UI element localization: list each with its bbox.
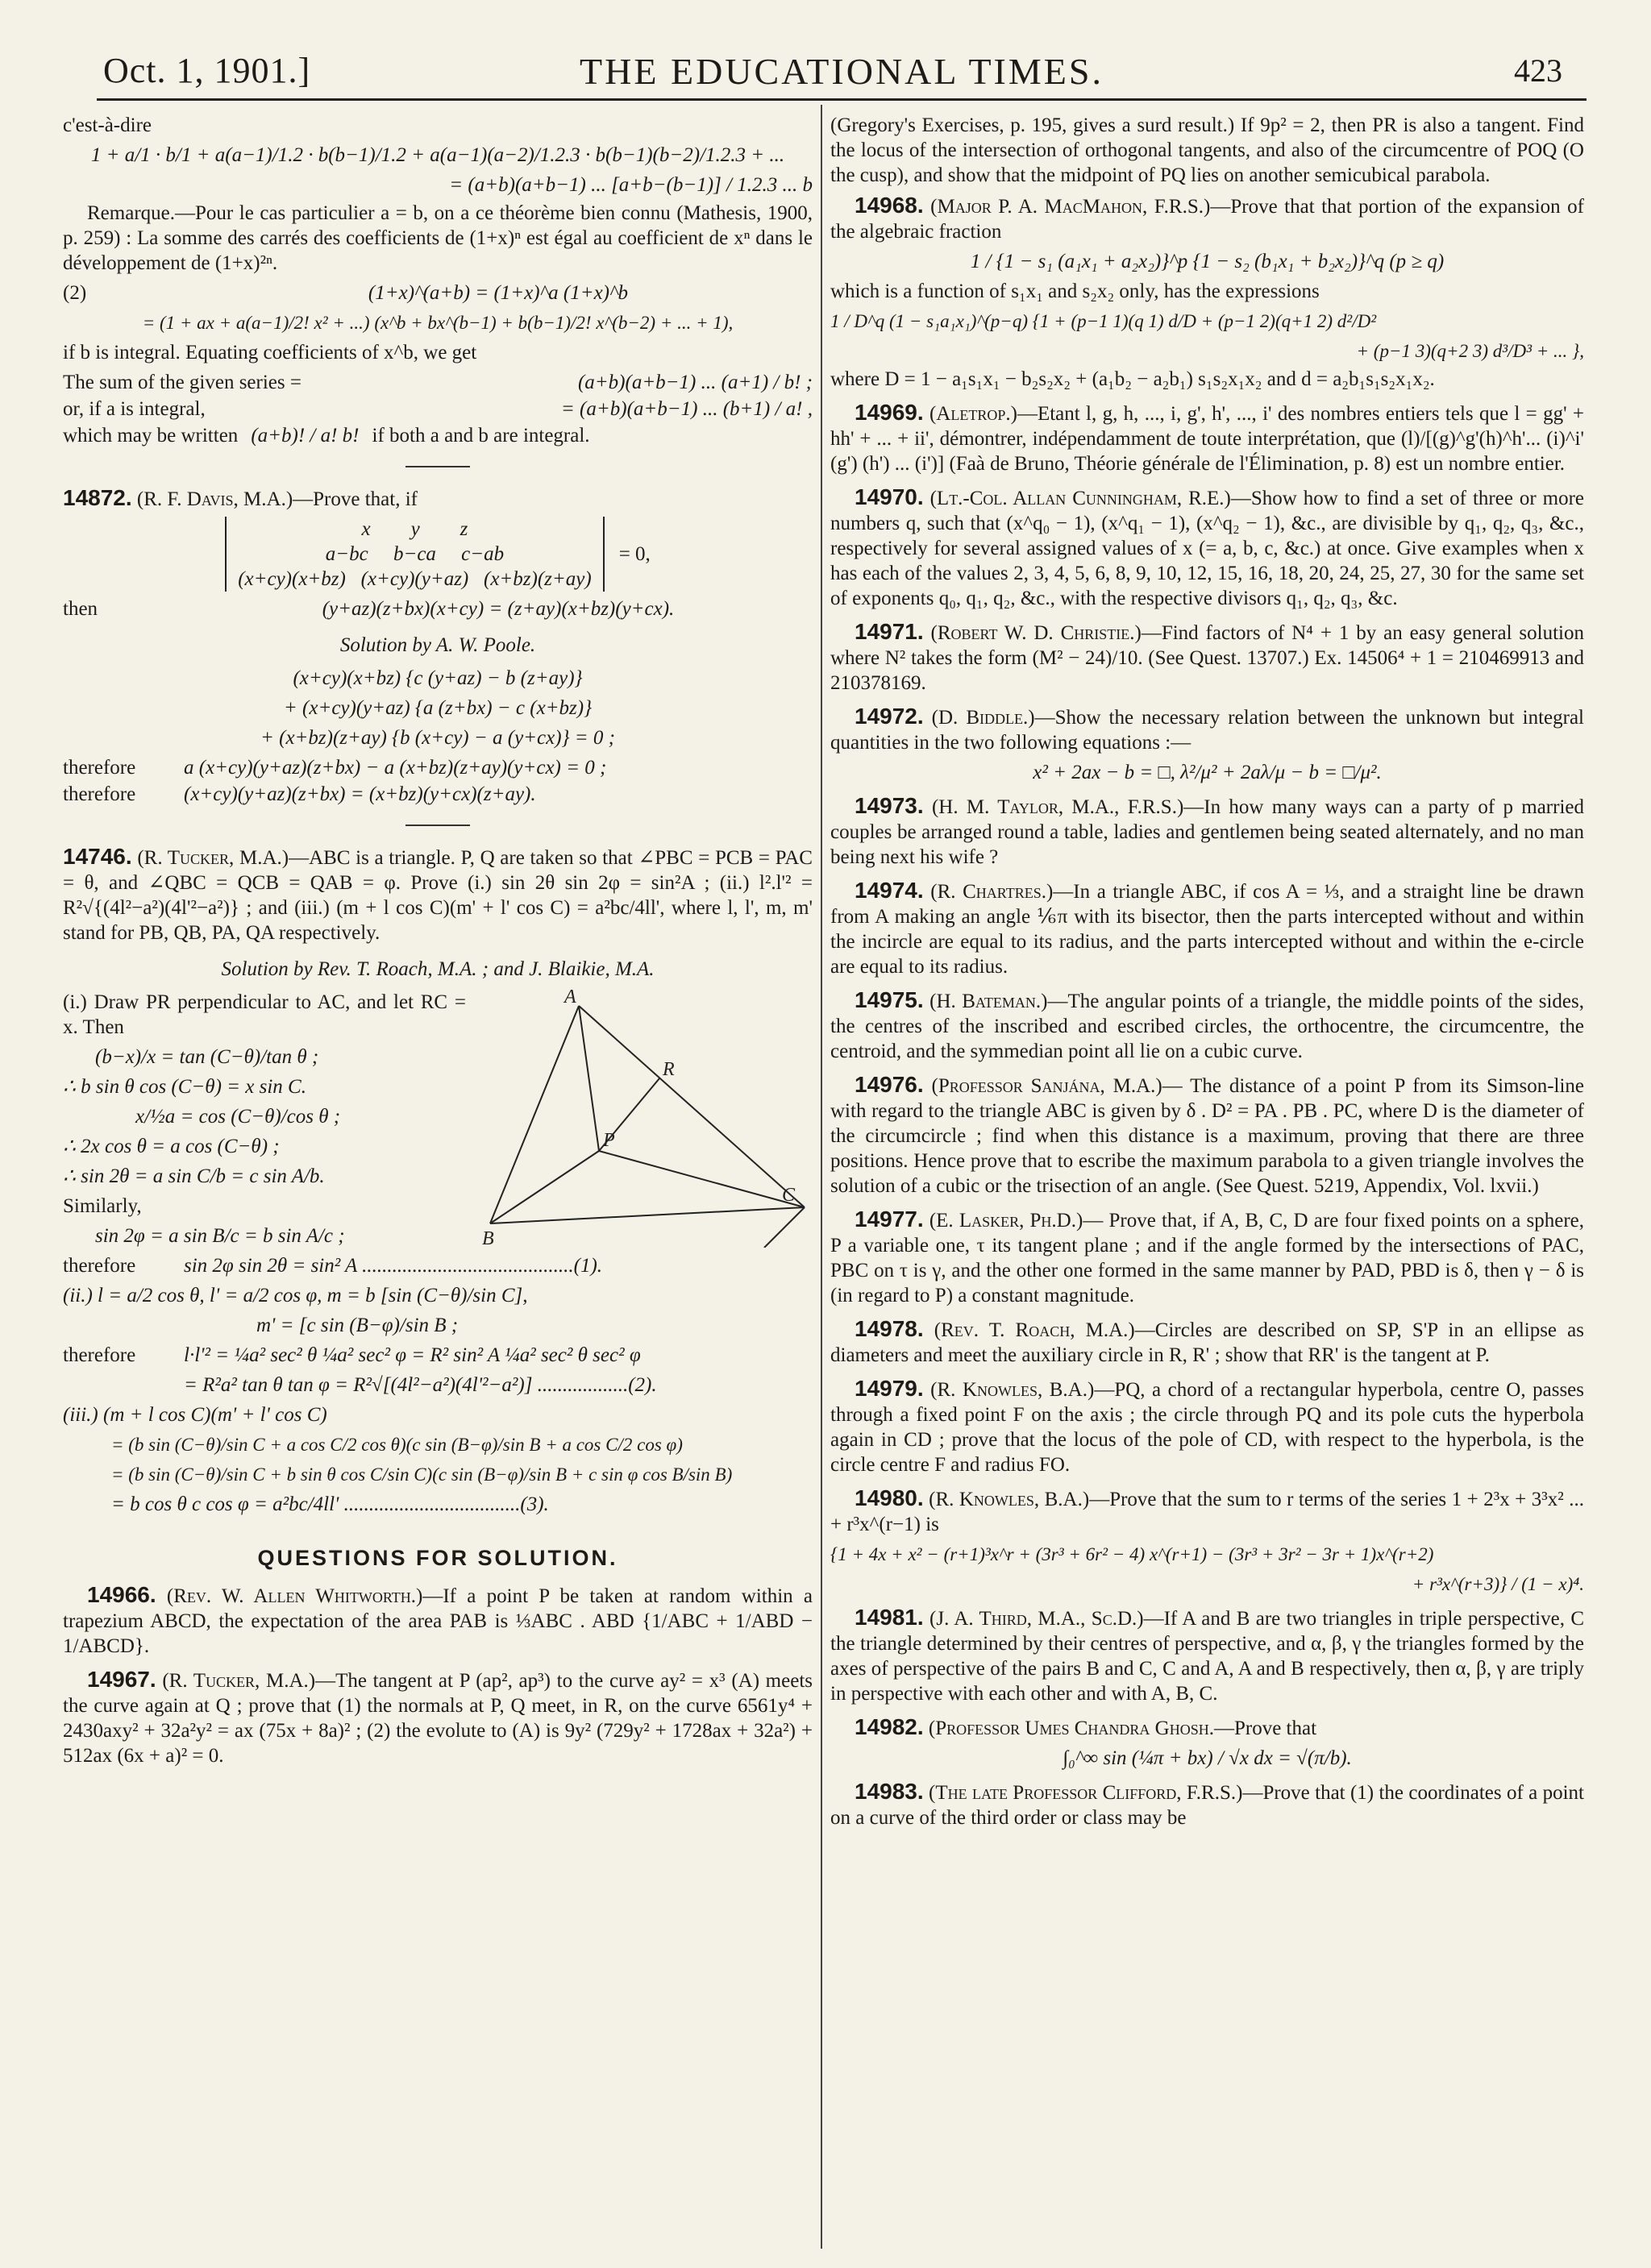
eq-2-row	[63, 280, 813, 305]
question-14971	[830, 619, 1584, 696]
question-author: (J. A. Third, M.A., Sc.D.)	[929, 1608, 1144, 1630]
question-text: —The tangent at P (ap², ap³) to the curve ay² = x³ (A) meets the curve again at Q ; prove that (1) the normals at P, Q meet, in R, on the curve 6561y⁴ + 2430axy² + 32a²y² = ax (75x + 8a)² ; (2) the evolute to (A) is 9y² (729y² + 1728ax + 32a²) + 512ax (6x + a)² = 0.	[63, 1670, 813, 1767]
det-row: (x+cy)(x+bz) (x+cy)(y+az) (x+bz)(z+ay)	[238, 568, 592, 590]
question-number: 14980.	[855, 1485, 924, 1510]
question-number: 14972.	[855, 704, 924, 729]
label-C: C	[782, 1185, 796, 1206]
side-AB	[490, 1006, 579, 1223]
question-14982	[830, 1714, 1584, 1771]
det-equals: = 0,	[618, 543, 651, 565]
question-author: (E. Lasker, Ph.D.)	[929, 1210, 1083, 1232]
extension-C	[764, 1207, 805, 1248]
or-eq: = (a+b)(a+b−1) ... (b+1) / a! ,	[560, 398, 813, 420]
question-number: 14968.	[855, 193, 924, 218]
question-number: 14966.	[87, 1582, 156, 1607]
question-number: 14970.	[855, 484, 924, 509]
question-text: —If a point P be taken at random within a trapezium ABCD, the expectation of the area PAB is ⅓ABC . ABD {1/ABC + 1/ABD − 1/ABCD}.	[63, 1585, 813, 1657]
det-row: x y z	[361, 518, 468, 540]
intro-text: c'est-à-dire	[63, 114, 152, 136]
then-row	[63, 596, 813, 621]
question-author: (R. Tucker, M.A.)	[162, 1670, 316, 1692]
question-text: — Prove that, if A, B, C, D are four fixed points on a sphere, P a variable one, τ its tangent plane ; and if the angle formed by the intersections of PAC, PBC on τ is γ, and the other one formed in the same manner by PAD, PBD is δ, then γ − δ is (in regard to P) a constant magnitude.	[830, 1210, 1585, 1306]
question-text: —Circles are described on SP, S'P in an ellipse as diameters and meet the auxiliary circle in R, R' ; show that RR' is the tangent at P.	[830, 1319, 1585, 1366]
question-text: —If A and B are two triangles in triple perspective, C the triangle determined by their centres of perspective, and α, β, γ the triangles formed by the axes of perspective of the pairs B and C, C and A, A and B respectively, then α, β, γ are triply in perspective with each other and with A, B, C.	[830, 1608, 1585, 1705]
written-eq: (a+b)! / a! b!	[251, 425, 360, 447]
label-R: R	[663, 1059, 675, 1080]
question-author: (H. Bateman.)	[929, 991, 1048, 1012]
label-A: A	[564, 990, 576, 1007]
then-eq: (y+az)(z+bx)(x+cy) = (z+ay)(x+bz)(y+cx).	[322, 598, 675, 620]
therefore-row	[63, 1253, 813, 1278]
eq-2: (1+x)^(a+b) = (1+x)^a (1+x)^b	[368, 282, 629, 304]
sum-label: The sum of the given series =	[63, 372, 302, 393]
question-author: (R. Knowles, B.A.)	[930, 1379, 1095, 1401]
label-B: B	[482, 1228, 494, 1248]
question-number: 14976.	[855, 1072, 924, 1097]
written-row	[63, 423, 813, 448]
question-14978	[830, 1316, 1584, 1368]
question-14977	[830, 1207, 1584, 1308]
written-tail: if both a and b are integral.	[372, 425, 590, 447]
solution-line: + (x+bz)(z+ay) {b (x+cy) − a (y+cx)} = 0 ;	[260, 727, 615, 749]
question-number: 14975.	[855, 987, 924, 1012]
solution-line: (i.) Draw PR perpendicular to AC, and let RC = x. Then	[63, 991, 466, 1038]
question-author: (R. Tucker, M.A.)	[137, 847, 289, 869]
question-14979	[830, 1376, 1584, 1477]
question-author: (Rev. T. Roach, M.A.)	[934, 1319, 1135, 1341]
question-text: — The distance of a point P from its Simson-line with regard to the triangle ABC is given by δ . D² = PA . PB . PC, where D is the diameter of the circumcircle ; find when this distance is a maximum, proving that there are three positions. Hence prove that to escribe the maximum parabola to a given triangle involves the solution of a cubic or the trisection of an angle. (See Quest. 5219, Appendix, Vol. lxvii.)	[830, 1075, 1585, 1197]
question-author: (Aletrop.)	[929, 403, 1017, 425]
therefore-row	[63, 1343, 813, 1368]
sum-eq: (a+b)(a+b−1) ... (a+1) / b! ;	[577, 372, 813, 393]
solution-line: Similarly,	[63, 1195, 142, 1217]
question-author: (Professor Sanjána, M.A.)	[931, 1075, 1162, 1097]
fraction-eq: 1 / {1 − s₁ (a₁x₁ + a₂x₂)}^p {1 − s₂ (b₁x₁ + b₂x₂)}^q (p ≥ q)	[970, 251, 1445, 272]
question-number: 14967.	[87, 1667, 156, 1692]
question-number: 14981.	[855, 1605, 924, 1630]
question-author: (Lt.-Col. Allan Cunningham, R.E.)	[929, 488, 1231, 509]
question-text: —ABC is a triangle. P, Q are taken so that ∠PBC = PCB = PAC = θ, and ∠QBC = QCB = QAB = φ. Prove (i.) sin 2θ sin 2φ = sin²A ; (ii.) l².l'² = R²√{(4l²−a²)(4l'²−a²)} ; and (iii.) (m + l cos C)(m' + l' cos C) = a²bc/4ll', where l, l', m, m' stand for PB, QB, PA, QA respectively.	[63, 847, 813, 944]
question-author: (Rev. W. Allen Whitworth.)	[166, 1585, 423, 1607]
solution-line: m' = [c sin (B−φ)/sin B ;	[256, 1315, 459, 1336]
question-text: —The angular points of a triangle, the middle points of the sides, the centres of the inscribed and escribed circles, the orthocentre, the circumcentre, the centroid, and the symmedian point all lie on a cubic curve.	[830, 991, 1584, 1062]
solution-line: (x+cy)(x+bz) {c (y+az) − b (z+ay)}	[293, 667, 583, 689]
or-row	[63, 397, 813, 422]
question-text: —Etant l, g, h, ..., i, g', h', ..., i' des nombres entiers tels que l = gg' + hh' + ... + ii', démontrer, indépendamment de toute interprétation, que (l)/[(g)^g'(h)^h'... (i)^i' (g') (h') ... (i')] (Faà de Bruno, Théorie générale de l'Élimination, p. 8) est un nombre entier.	[830, 403, 1585, 475]
solution-line: (ii.) l = a/2 cos θ, l' = a/2 cos φ, m = b [sin (C−θ)/sin C],	[63, 1285, 528, 1306]
issue-date: Oct. 1, 1901.]	[103, 51, 311, 90]
question-text: —Find factors of N⁴ + 1 by an easy general solution where N² takes the form (M² − 24)/10. (See Quest. 13707.) Ex. 14506⁴ + 1 = 210469913 and 210378169.	[830, 622, 1584, 694]
question-number: 14978.	[855, 1316, 924, 1341]
expression-eq: + (p−1 3)(q+2 3) d³/D³ + ... },	[1356, 341, 1584, 361]
label-P: P	[603, 1130, 615, 1151]
triangle-figure	[474, 990, 813, 1248]
written-label: which may be written	[63, 425, 239, 447]
question-text: —PQ, a chord of a rectangular hyperbola, centre O, passes through a fixed point F on the axis ; the circle through PQ and its pole cuts the hyperbola again in CD ; prove that the locus of the pole of CD, with respect to the hyperbola, is the circle centre F and radius FO.	[830, 1379, 1585, 1476]
continued-text: (Gregory's Exercises, p. 195, gives a surd result.) If 9p² = 2, then PR is also a tangent. Find the locus of the intersection of orthogonal tangents, and also of the circumcentre of POQ (O the cusp), and show that the midpoint of PQ lies on another semicubical parabola.	[830, 114, 1584, 186]
eq-2-label: (2)	[63, 282, 87, 304]
solution-heading: Solution by Rev. T. Roach, M.A. ; and J. Blaikie, M.A.	[221, 958, 655, 980]
question-author: (Major P. A. MacMahon, F.R.S.)	[930, 196, 1211, 218]
section-heading: QUESTIONS FOR SOLUTION.	[257, 1546, 618, 1570]
question-number: 14982.	[855, 1714, 924, 1739]
solution-line: (iii.) (m + l cos C)(m' + l' cos C)	[63, 1404, 327, 1426]
question-text: —Show the necessary relation between the unknown but integral quantities in the two following equations :—	[830, 707, 1584, 754]
solution-line: (b−x)/x = tan (C−θ)/tan θ ;	[95, 1046, 319, 1068]
page-header	[97, 50, 1587, 101]
question-number: 14983.	[855, 1779, 924, 1804]
line-AP	[579, 1006, 599, 1151]
question-14967	[63, 1667, 813, 1768]
where-text: where D = 1 − a₁s₁x₁ − b₂s₂x₂ + (a₁b₂ − a₂b₁) s₁s₂x₁x₂ and d = a₂b₁s₁s₂x₁x₂.	[830, 368, 1435, 390]
question-14976	[830, 1072, 1584, 1198]
left-column	[63, 113, 813, 1776]
question-text: —Prove that, if	[293, 488, 418, 510]
question-14973	[830, 793, 1584, 870]
question-number: 14971.	[855, 619, 924, 644]
series-result: = (a+b)(a+b−1) ... [a+b−(b−1)] / 1.2.3 ... b	[449, 174, 813, 196]
column-divider	[821, 105, 822, 2249]
question-text: —Prove that	[1213, 1718, 1317, 1739]
sum-row	[63, 370, 813, 395]
line-BP	[490, 1151, 599, 1223]
determinant	[63, 517, 813, 592]
equation: x² + 2ax − b = □, λ²/μ² + 2aλ/μ − b = □/μ².	[1033, 762, 1382, 783]
question-author: (D. Biddle.)	[931, 707, 1035, 729]
question-number: 14979.	[855, 1376, 924, 1401]
determinant-body	[225, 517, 605, 592]
page-number: 423	[1514, 52, 1562, 89]
remark: Remarque.—Pour le cas particulier a = b, on a ce théorème bien connu (Mathesis, 1900, p. 259) : La somme des carrés des coefficients de (1+x)ⁿ est égal au coefficient de xⁿ dans le développement de (1+x)²ⁿ.	[63, 202, 813, 274]
det-row: a−bc b−ca c−ab	[325, 543, 505, 565]
solution-line: = R²a² tan θ tan φ = R²√[(4l²−a²)(4l'²−a²)] ..................(2).	[184, 1374, 657, 1396]
question-14972	[830, 704, 1584, 785]
question-author: (Professor Umes Chandra Ghosh.	[928, 1718, 1214, 1739]
question-14970	[830, 484, 1584, 611]
question-text: —In a triangle ABC, if cos A = ⅓, and a straight line be drawn from A making an angle ⅙π with its bisector, then the parts intercepted without and within the incircle are equal to its radius, and the parts intercepted without and within the e-circle are equal to its radius.	[830, 881, 1585, 978]
side-BC	[490, 1207, 805, 1223]
therefore-label: therefore	[63, 1255, 136, 1277]
question-author: (R. Chartres.)	[930, 881, 1054, 903]
therefore-row	[63, 782, 813, 807]
question-number: 14969.	[855, 400, 924, 425]
solution-line: = (b sin (C−θ)/sin C + b sin θ cos C/sin C)(c sin (B−φ)/sin B + c sin φ cos B/sin B)	[111, 1464, 733, 1485]
question-text: which is a function of s₁x₁ and s₂x₂ only, has the expressions	[830, 280, 1320, 302]
solution-line: sin 2φ sin 2θ = sin² A ..........................................(1).	[184, 1255, 603, 1277]
integral-text: if b is integral. Equating coefficients of x^b, we get	[63, 342, 477, 363]
question-number: 14872.	[63, 485, 132, 510]
sum-equation: + r³x^(r+3)} / (1 − x)⁴.	[1412, 1574, 1584, 1594]
question-text: —Prove that that portion of the expansion of the algebraic fraction	[830, 196, 1585, 243]
expansion-eq: = (1 + ax + a(a−1)/2! x² + ...) (x^b + bx^(b−1) + b(b−1)/2! x^(b−2) + ... + 1),	[142, 313, 734, 333]
question-number: 14974.	[855, 878, 924, 903]
sum-equation: {1 + 4x + x² − (r+1)³x^r + (3r³ + 6r² − 4) x^(r+1) − (3r³ + 3r² − 3r + 1)x^(r+2)	[830, 1544, 1434, 1564]
question-14966	[63, 1582, 813, 1659]
solution-line: ∴ sin 2θ = a sin C/b = c sin A/b.	[63, 1165, 325, 1187]
question-text: —Prove that the sum to r terms of the series 1 + 2³x + 3³x² ... + r³x^(r−1) is	[830, 1489, 1584, 1535]
question-14980	[830, 1485, 1584, 1597]
solution-line: + (x+cy)(y+az) {a (z+bx) − c (x+bz)}	[283, 697, 593, 719]
then-label: then	[63, 598, 98, 620]
solution-line: ∴ b sin θ cos (C−θ) = x sin C.	[63, 1076, 306, 1098]
question-14969	[830, 400, 1584, 476]
question-text: —Prove that (1) the coordinates of a point on a curve of the third order or class may be	[830, 1782, 1585, 1829]
separator	[405, 825, 470, 826]
question-14746	[63, 844, 813, 1517]
right-column	[830, 113, 1584, 1838]
solution-heading: Solution by A. W. Poole.	[339, 634, 536, 656]
question-14872	[63, 485, 813, 807]
therefore-label: therefore	[63, 757, 136, 779]
question-author: (R. F. Davis, M.A.)	[136, 488, 293, 510]
therefore-label: therefore	[63, 783, 136, 805]
question-author: (Robert W. D. Christie.)	[930, 622, 1142, 644]
separator	[405, 466, 470, 467]
or-label: or, if a is integral,	[63, 398, 206, 420]
question-14968	[830, 193, 1584, 392]
question-number: 14973.	[855, 793, 924, 818]
expression-eq: 1 / D^q (1 − s₁a₁x₁)^(p−q) {1 + (p−1 1)(q 1) d/D + (p−1 2)(q+1 2) d²/D²	[830, 311, 1377, 331]
solution-line: (x+cy)(y+az)(z+bx) = (x+bz)(y+cx)(z+ay).	[184, 783, 536, 805]
solution-line: = (b sin (C−θ)/sin C + a cos C/2 cos θ)(c sin (B−φ)/sin B + a cos C/2 cos φ)	[111, 1435, 683, 1455]
solution-line: = b cos θ c cos φ = a²bc/4ll' ...................................(3).	[111, 1493, 549, 1515]
question-author: (R. Knowles, B.A.)	[929, 1489, 1090, 1510]
question-14981	[830, 1605, 1584, 1706]
question-number: 14746.	[63, 844, 132, 869]
question-author: (H. M. Taylor, M.A., F.R.S.)	[931, 796, 1184, 818]
solution-line: ∴ 2x cos θ = a cos (C−θ) ;	[63, 1136, 280, 1157]
integral-equation: ∫₀^∞ sin (¼π + bx) / √x dx = √(π/b).	[1063, 1747, 1352, 1769]
question-author: (The late Professor Clifford, F.R.S.)	[929, 1782, 1243, 1804]
solution-line: sin 2φ = a sin B/c = b sin A/c ;	[95, 1225, 345, 1247]
series-equation: 1 + a/1 · b/1 + a(a−1)/1.2 · b(b−1)/1.2 + a(a−1)(a−2)/1.2.3 · b(b−1)(b−2)/1.2.3 + ...	[90, 144, 785, 166]
question-14975	[830, 987, 1584, 1064]
question-14983	[830, 1779, 1584, 1830]
solution-line: x/½a = cos (C−θ)/cos θ ;	[135, 1106, 341, 1128]
solution-line: a (x+cy)(y+az)(z+bx) − a (x+bz)(z+ay)(y+cx) = 0 ;	[184, 757, 607, 779]
question-number: 14977.	[855, 1207, 924, 1232]
question-14974	[830, 878, 1584, 979]
solution-line: l·l'² = ¼a² sec² θ ¼a² sec² φ = R² sin² A ¼a² sec² θ sec² φ	[184, 1344, 641, 1366]
therefore-label: therefore	[63, 1344, 136, 1366]
question-text: —In how many ways can a party of p married couples be arranged round a table, ladies and gentlemen being seated alternately, and no man being next his wife ?	[830, 796, 1584, 868]
question-text: —Show how to find a set of three or more numbers q, such that (x^q₀ − 1), (x^q₁ − 1), (x^q₂ − 1), &c., are divisible by q₁, q₂, q₃, &c., respectively for several assigned values of x (= a, b, c, &c.) at once. Give examples when x has each of the values 2, 3, 4, 5, 6, 8, 9, 10, 12, 15, 16, 18, 20, 24, 25, 27, 30 for the same set of exponents q₀, q₁, q₂, &c., with the respective divisors q₁, q₂, q₃, &c.	[830, 488, 1585, 609]
journal-title: THE EDUCATIONAL TIMES.	[580, 51, 1104, 92]
therefore-row	[63, 755, 813, 780]
